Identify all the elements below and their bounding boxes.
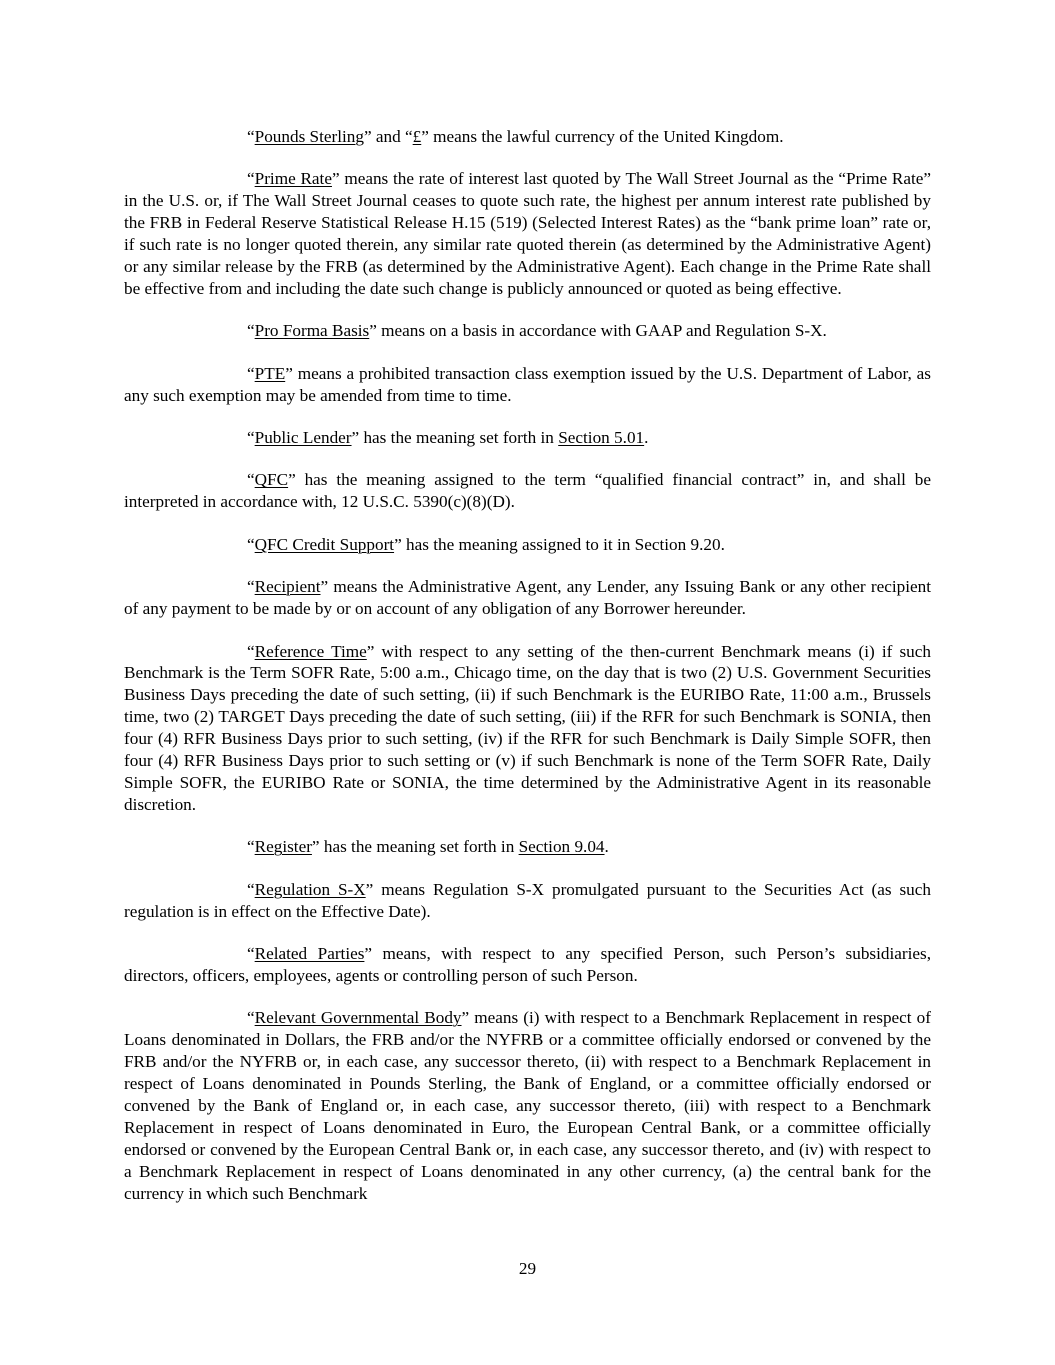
definition-paragraph (124, 943, 931, 987)
definition-text: “ (247, 363, 255, 383)
definition-text: ” has the meaning set forth in (311, 837, 519, 857)
definition-text: “ (247, 641, 255, 661)
definition-text: ” means, with respect to any specified Person, such Person’s subsidiaries, directors, officers, employees, agents or controlling person of such Person. (124, 943, 931, 985)
definition-paragraph (124, 641, 931, 816)
definition-text: ” has the meaning assigned to it in Section 9.20. (394, 534, 725, 554)
cross-reference: Section 9.04 (518, 837, 605, 857)
definition-text: ” with respect to any setting of the then-current Benchmark means (i) if such Benchmark is the Term SOFR Rate, 5:00 a.m., Chicago time, on the day that is two (2) U.S. Government Securities Business Days preceding the date of such setting, (ii) if such Benchmark is the EURIBO Rate, 11:00 a.m., Brussels time, two (2) TARGET Days preceding the date of such setting, (iii) if the RFR for such Benchmark is SONIA, then four (4) RFR Business Days prior to such setting, (iv) if the RFR for such Benchmark is Daily Simple SOFR, then four (4) RFR Business Days prior to such setting or (v) if such Benchmark is none of the Term SOFR Rate, Daily Simple SOFR, the EURIBO Rate or SONIA, the time determined by the Administrative Agent in its reasonable discretion. (124, 641, 931, 814)
definition-paragraph (124, 363, 931, 407)
definition-text: ” means (i) with respect to a Benchmark Replacement in respect of Loans denominated in Dollars, the FRB and/or the NYFRB or a committee officially endorsed or convened by the FRB and/or the NYFRB or, in each case, any successor thereto, (ii) with respect to a Benchmark Replacement in respect of Loans denominated in Pounds Sterling, the Bank of England, or a committee officially endorsed or convened by the Bank of England or, in each case, any successor thereto, (iii) with respect to a Benchmark Replacement in respect of Loans denominated in Euro, the European Central Bank, or a committee officially endorsed or convened by the European Central Bank or, in each case, any successor thereto, and (iv) with respect to a Benchmark Replacement in respect of Loans denominated in any other currency, (a) the central bank for the currency in which such Benchmark (124, 1008, 931, 1203)
defined-term: Relevant Governmental Body (254, 1008, 462, 1028)
definition-text: “ (247, 534, 255, 554)
defined-term: Public Lender (254, 428, 352, 448)
definition-text: “ (247, 321, 255, 341)
definition-paragraph (124, 126, 931, 148)
definition-text: ” has the meaning set forth in (351, 428, 559, 448)
definition-text: ” means Regulation S-X promulgated pursuant to the Securities Act (as such regulation is in effect on the Effective Date). (124, 879, 931, 921)
definition-paragraph (124, 320, 931, 342)
definition-paragraph (124, 879, 931, 923)
definition-paragraph (124, 427, 931, 449)
definition-paragraph (124, 469, 931, 513)
defined-term: Pro Forma Basis (254, 321, 370, 341)
definition-text: ” and “ (363, 127, 413, 146)
definition-text: ” means the Administrative Agent, any Lender, any Issuing Bank or any other recipient of any payment to be made by or on account of any obligation of any Borrower hereunder. (124, 577, 931, 619)
defined-term: QFC Credit Support (254, 534, 395, 554)
definition-text: “ (247, 1008, 255, 1028)
definition-paragraph (124, 168, 931, 299)
definition-text: . (644, 428, 649, 448)
definition-text: “ (247, 943, 255, 963)
definition-text: “ (247, 577, 255, 597)
defined-term: Related Parties (254, 943, 365, 963)
defined-term: Recipient (254, 577, 321, 597)
definition-text: “ (247, 127, 255, 146)
definition-paragraph (124, 1007, 931, 1204)
defined-term: Prime Rate (254, 169, 332, 189)
definition-text: . (604, 837, 609, 857)
defined-term: Pounds Sterling (254, 127, 364, 146)
definition-text: “ (247, 837, 255, 857)
defined-term: Register (254, 837, 312, 857)
cross-reference: £ (412, 127, 422, 146)
defined-term: Regulation S-X (254, 879, 366, 899)
page-number: 29 (518, 1259, 537, 1278)
definition-text: “ (247, 169, 255, 189)
definition-text: ” means on a basis in accordance with GAAP and Regulation S-X. (369, 321, 827, 341)
cross-reference: Section 5.01 (558, 428, 645, 448)
definition-paragraph (124, 534, 931, 556)
definition-text: “ (247, 879, 255, 899)
definition-text: ” means a prohibited transaction class exemption issued by the U.S. Department of Labor, as any such exemption may be amended from time to time. (124, 363, 931, 405)
definition-text: “ (247, 470, 255, 490)
definition-text: ” means the rate of interest last quoted by The Wall Street Journal as the “Prime Rate” in the U.S. or, if The Wall Street Journal ceases to quote such rate, the highest per annum interest rate published by the FRB in Federal Reserve Statistical Release H.15 (519) (Selected Interest Rates) as the “bank prime loan” rate or, if such rate is no longer quoted therein, any similar rate quoted therein (as determined by the Administrative Agent) or any similar release by the FRB (as determined by the Administrative Agent). Each change in the Prime Rate shall be effective from and including the date such change is publicly announced or quoted as being effective. (124, 169, 931, 298)
definitions-list (124, 126, 931, 1225)
definition-paragraph (124, 836, 931, 858)
definition-text: “ (247, 428, 255, 448)
defined-term: PTE (254, 363, 286, 383)
defined-term: Reference Time (254, 641, 367, 661)
definition-text: ” has the meaning assigned to the term “qualified financial contract” in, and shall be interpreted in accordance with, 12 U.S.C. 5390(c)(8)(D). (124, 470, 931, 512)
definition-text: ” means the lawful currency of the United Kingdom. (421, 127, 784, 146)
definition-paragraph (124, 576, 931, 620)
defined-term: QFC (254, 470, 289, 490)
